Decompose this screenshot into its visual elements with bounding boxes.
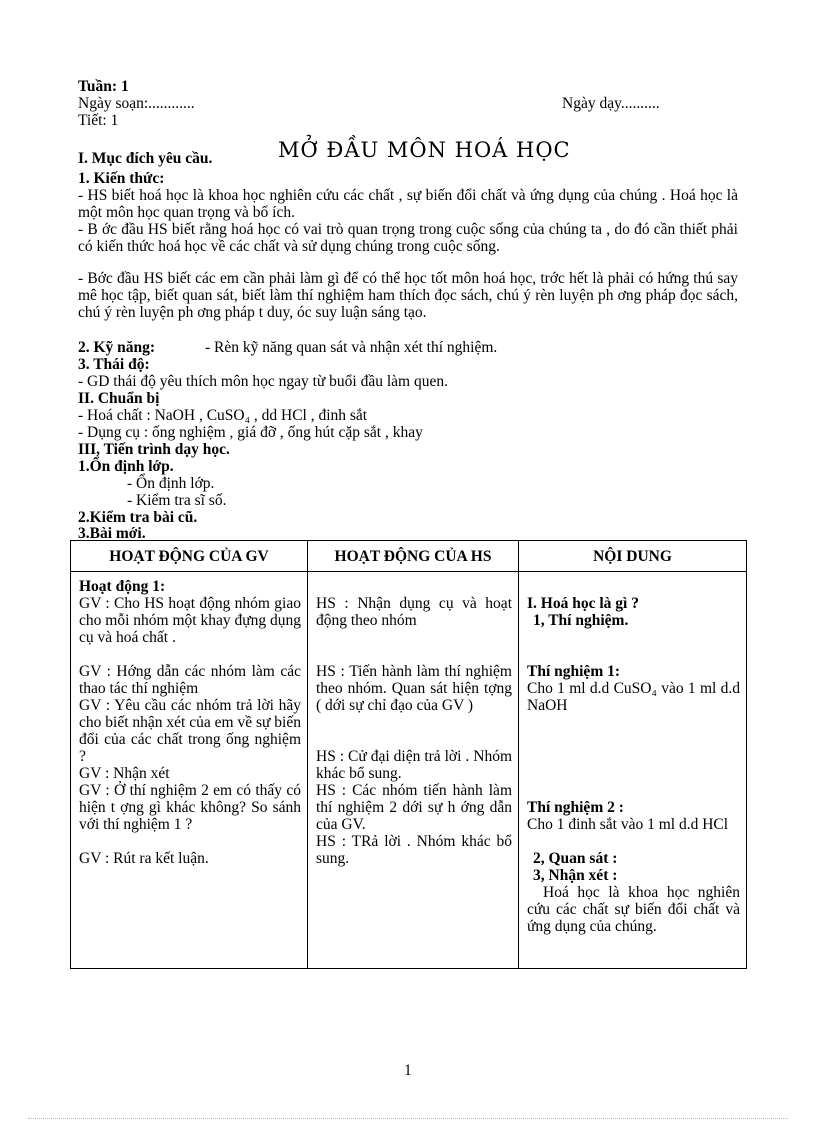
header-teacher-activity: HOẠT ĐỘNG CỦA GV — [71, 541, 308, 572]
gv-step-1: GV : Cho HS hoạt động nhóm giao cho mỗi nhóm một khay đựng dụng cụ và hoá chất . — [79, 595, 301, 646]
skills-heading: 2. Kỹ năng: — [78, 339, 156, 356]
footer-divider — [28, 1118, 788, 1119]
hs-step-3: HS : Cử đại diện trả lời . Nhóm khác bổ sung. — [316, 748, 512, 782]
teach-date: Ngày dạy.......... — [562, 95, 660, 112]
page-number: 1 — [404, 1062, 412, 1079]
content-question: I. Hoá học là gì ? — [527, 595, 639, 612]
section1-heading: I. Mục đích yêu cầu. — [78, 150, 213, 167]
knowledge-heading: 1. Kiến thức: — [78, 170, 165, 187]
week-label: Tuần: 1 — [78, 78, 129, 95]
lesson-table — [70, 540, 747, 969]
conclusion-text: Hoá học là khoa học nghiên cứu các chất sự biến đổi chất và ứng dụng của chúng. — [527, 884, 740, 935]
experiment-2-text: Cho 1 đinh sắt vào 1 ml d.d HCl — [527, 816, 729, 833]
content-experiment-heading: 1, Thí nghiệm. — [533, 612, 629, 629]
step3-heading: 3.Bài mới. — [78, 525, 146, 542]
gv-step-2: GV : Hớng dẫn các nhóm làm các thao tác thí nghiệm — [79, 663, 301, 697]
step1-item-a: - Ổn định lớp. — [127, 475, 215, 492]
section2-heading: II. Chuẩn bị — [78, 390, 160, 407]
hs-step-5: HS : TRả lời . Nhóm khác bổ sung. — [316, 833, 512, 867]
content-cell — [519, 572, 747, 969]
header-student-activity: HOẠT ĐỘNG CỦA HS — [308, 541, 519, 572]
gv-step-6: GV : Rút ra kết luận. — [79, 850, 209, 867]
chemicals-list: - Hoá chất : NaOH , CuSO₄ , dd HCl , đinh sắt — [78, 407, 368, 424]
page-title: MỞ ĐẦU MÔN HOÁ HỌC — [278, 138, 571, 162]
table-header-row — [71, 541, 747, 572]
equipment-list: - Dụng cụ : ống nghiệm , giá đỡ , ống hút cặp sắt , khay — [78, 424, 423, 441]
table-row — [71, 572, 747, 969]
experiment-1-heading: Thí nghiệm 1: — [527, 663, 621, 680]
step1-heading: 1.Ổn định lớp. — [78, 458, 174, 475]
attitude-text: - GD thái độ yêu thích môn học ngay từ buổi đầu làm quen. — [78, 373, 448, 390]
student-activity-cell — [308, 572, 519, 969]
section3-heading: III, Tiến trình dạy học. — [78, 441, 230, 458]
activity-label: Hoạt động 1: — [79, 578, 166, 595]
knowledge-paragraph-3: - Bớc đầu HS biết các em cần phải làm gì để có thể học tốt môn hoá học, trớc hết là phải có hứng thú say mê học tập, biết quan sát, biết làm thí nghiệm ham thích đọc sách, chú ý rèn luyện ph ơng pháp đọc sách, chú ý rèn luyện ph ơng pháp t duy, óc suy luận sáng tạo. — [78, 270, 738, 321]
gv-step-3: GV : Yêu cầu các nhóm trả lời hãy cho biết nhận xét của em về sự biến đổi của các chất trong ống nghiệm ? — [79, 697, 301, 765]
step2-heading: 2.Kiểm tra bài cũ. — [78, 509, 198, 526]
experiment-2-heading: Thí nghiệm 2 : — [527, 799, 624, 816]
remark-heading: 3, Nhận xét : — [533, 867, 618, 884]
gv-step-4: GV : Nhận xét — [79, 765, 170, 782]
skills-text: - Rèn kỹ năng quan sát và nhận xét thí nghiệm. — [205, 339, 498, 356]
knowledge-paragraph-2: - B ớc đầu HS biết rằng hoá học có vai trò quan trọng trong cuộc sống của chúng ta , do đó cần thiết phải có kiến thức hoá học về các chất và sử dụng chúng trong cuộc sống. — [78, 221, 738, 255]
header-content: NỘI DUNG — [519, 541, 747, 572]
teacher-activity-cell — [71, 572, 308, 969]
attitude-heading: 3. Thái độ: — [78, 356, 150, 373]
step1-item-b: - Kiểm tra sĩ số. — [127, 492, 227, 509]
hs-step-4: HS : Các nhóm tiến hành làm thí nghiệm 2 dới sự h ớng dẫn của GV. — [316, 782, 512, 833]
knowledge-paragraph-1: - HS biết hoá học là khoa học nghiên cứu các chất , sự biến đổi chất và ứng dụng của chúng . Hoá học là một môn học quan trọng và bổ ích. — [78, 187, 738, 221]
hs-step-1: HS : Nhận dụng cụ và hoạt động theo nhóm — [316, 595, 512, 629]
prep-date: Ngày soạn:............ — [78, 95, 195, 112]
period-label: Tiết: 1 — [78, 112, 119, 129]
hs-step-2: HS : Tiến hành làm thí nghiệm theo nhóm. Quan sát hiện tợng ( dới sự chỉ đạo của GV ) — [316, 663, 512, 714]
observation-heading: 2, Quan sát : — [533, 850, 618, 867]
gv-step-5: GV : Ở thí nghiệm 2 em có thấy có hiện t ợng gì khác không? So sánh với thí nghiệm 1 ? — [79, 782, 301, 833]
experiment-1-text: Cho 1 ml d.d CuSO₄ vào 1 ml d.d NaOH — [527, 680, 740, 714]
